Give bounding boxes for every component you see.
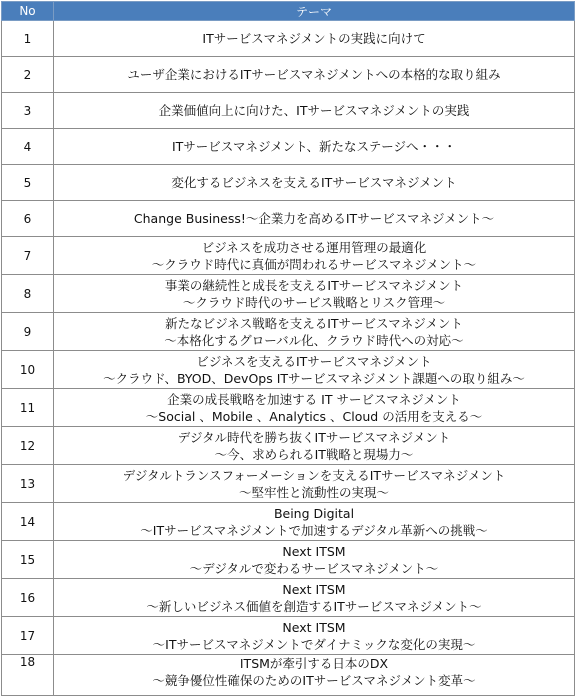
header-no: No: [2, 2, 54, 21]
row-number: 13: [2, 465, 54, 503]
theme-table: [1, 1, 575, 696]
row-number: 12: [2, 427, 54, 465]
row-theme: [54, 427, 575, 465]
row-theme: [54, 465, 575, 503]
theme-title-line: 企業価値向上に向けた、ITサービスマネジメントの実践: [158, 103, 470, 118]
theme-title-line: 新たなビジネス戦略を支えるITサービスマネジメント: [165, 315, 463, 331]
theme-title-line: ビジネスを成功させる運用管理の最適化: [201, 239, 427, 255]
theme-subtitle-line: ～ITサービスマネジメントでダイナミックな変化の実現～: [152, 636, 476, 652]
row-theme: [54, 351, 575, 389]
row-number: 4: [2, 129, 54, 165]
row-theme: [54, 313, 575, 351]
header-theme: テーマ: [54, 2, 575, 21]
table-row: [2, 351, 575, 389]
table-body: [2, 21, 575, 696]
row-number: 15: [2, 541, 54, 579]
theme-title-line: 変化するビジネスを支えるITサービスマネジメント: [171, 175, 457, 190]
table-row: [2, 21, 575, 57]
table-row: [2, 93, 575, 129]
theme-title-line: ITサービスマネジメント、新たなステージへ・・・: [171, 139, 457, 154]
row-number: 5: [2, 165, 54, 201]
table-row: [2, 57, 575, 93]
table-row: [2, 389, 575, 427]
row-theme: [54, 503, 575, 541]
table-row: [2, 129, 575, 165]
table-row: [2, 503, 575, 541]
theme-subtitle-line: ～本格化するグローバル化、クラウド時代への対応～: [164, 332, 464, 348]
row-number: 2: [2, 57, 54, 93]
table-row: [2, 465, 575, 503]
row-theme: [54, 389, 575, 427]
row-number: 14: [2, 503, 54, 541]
row-theme: [54, 57, 575, 93]
table-row: [2, 313, 575, 351]
row-number: 10: [2, 351, 54, 389]
theme-title-line: ITサービスマネジメントの実践に向けて: [202, 31, 426, 46]
theme-title-line: ITSMが牽引する日本のDX: [239, 656, 389, 671]
table-row: [2, 201, 575, 237]
table-row: [2, 427, 575, 465]
theme-title-line: デジタルトランスフォーメーションを支えるITサービスマネジメント: [122, 467, 506, 483]
theme-title-line: Next ITSM: [282, 619, 346, 635]
row-number: 6: [2, 201, 54, 237]
row-theme: [54, 165, 575, 201]
row-theme: [54, 237, 575, 275]
row-theme: [54, 21, 575, 57]
theme-subtitle-line: ～Social 、Mobile 、Analytics 、Cloud の活用を支える～: [145, 408, 483, 424]
theme-subtitle-line: ～クラウド時代に真価が問われるサービスマネジメント～: [151, 256, 477, 272]
row-number: 17: [2, 617, 54, 655]
row-theme: [54, 541, 575, 579]
row-number: 11: [2, 389, 54, 427]
theme-subtitle-line: ～堅牢性と流動性の実現～: [238, 484, 389, 500]
row-number: 1: [2, 21, 54, 57]
row-theme: [54, 655, 575, 696]
theme-subtitle-line: ～クラウド、BYOD、DevOps ITサービスマネジメント課題への取り組み～: [103, 370, 525, 386]
row-theme: [54, 579, 575, 617]
row-number: 9: [2, 313, 54, 351]
theme-subtitle-line: ～ITサービスマネジメントで加速するデジタル革新への挑戦～: [140, 522, 488, 538]
theme-title-line: ビジネスを支えるITサービスマネジメント: [196, 353, 432, 369]
theme-title-line: 企業の成長戦略を加速する IT サービスマネジメント: [167, 391, 461, 407]
table-row: [2, 579, 575, 617]
row-theme: [54, 617, 575, 655]
theme-subtitle-line: ～デジタルで変わるサービスマネジメント～: [189, 560, 439, 576]
row-theme: [54, 93, 575, 129]
table-row: [2, 617, 575, 655]
row-number: 16: [2, 579, 54, 617]
theme-title-line: デジタル時代を勝ち抜くITサービスマネジメント: [177, 429, 451, 445]
theme-subtitle-line: ～新しいビジネス価値を創造するITサービスマネジメント～: [146, 598, 482, 614]
theme-title-line: Change Business!～企業力を高めるITサービスマネジメント～: [133, 211, 495, 226]
header-row: [2, 2, 575, 21]
table-row: [2, 541, 575, 579]
row-theme: [54, 275, 575, 313]
row-number: 18: [2, 655, 54, 696]
theme-title-line: Next ITSM: [282, 543, 346, 559]
theme-title-line: Being Digital: [273, 505, 355, 521]
table-row: [2, 237, 575, 275]
row-theme: [54, 201, 575, 237]
table-row: [2, 165, 575, 201]
theme-subtitle-line: ～クラウド時代のサービス戦略とリスク管理～: [182, 294, 446, 310]
row-theme: [54, 129, 575, 165]
theme-title-line: Next ITSM: [282, 581, 346, 597]
theme-subtitle-line: ～今、求められるIT戦略と現場力～: [214, 446, 414, 462]
table-row: [2, 275, 575, 313]
row-number: 7: [2, 237, 54, 275]
theme-subtitle-line: ～競争優位性確保のためのITサービスマネジメント変革～: [152, 673, 476, 688]
theme-title-line: 事業の継続性と成長を支えるITサービスマネジメント: [164, 277, 464, 293]
row-number: 8: [2, 275, 54, 313]
row-number: 3: [2, 93, 54, 129]
table-row: [2, 655, 575, 696]
theme-title-line: ユーザ企業におけるITサービスマネジメントへの本格的な取り組み: [127, 67, 501, 82]
